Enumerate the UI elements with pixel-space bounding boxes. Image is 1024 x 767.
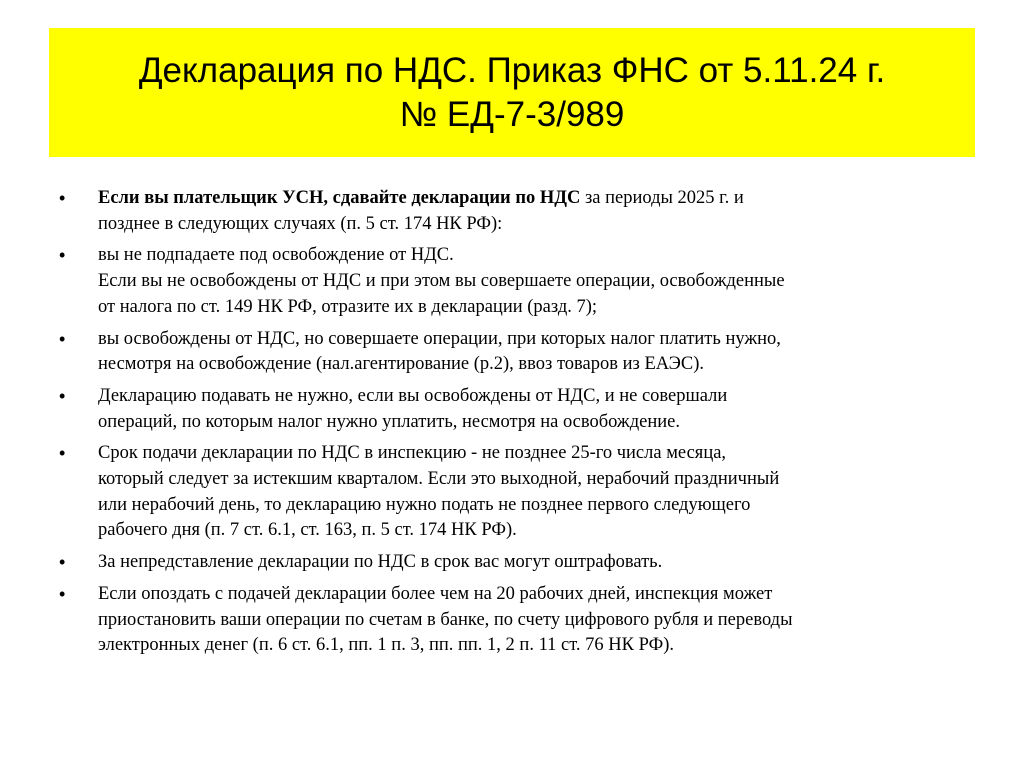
bullet-line: рабочего дня (п. 7 ст. 6.1, ст. 163, п. 5 ст. 174 НК РФ). xyxy=(98,520,517,541)
bullet-item-exempt-with-operations xyxy=(57,327,977,378)
bullet-line: несмотря на освобождение (нал.агентирование (р.2), ввоз товаров из ЕАЭС). xyxy=(98,354,704,375)
bullet-line-rest: за периоды 2025 г. и xyxy=(580,188,744,208)
bullet-line: электронных денег (п. 6 ст. 6.1, пп. 1 п. 3, пп. пп. 1, 2 п. 11 ст. 76 НК РФ). xyxy=(98,635,674,656)
bullet-item-no-exemption xyxy=(57,243,977,320)
page-title-line-2: № ЕД-7-3/989 xyxy=(399,94,625,134)
bullet-line: операций, по которым налог нужно уплатить, несмотря на освобождение. xyxy=(98,411,680,432)
bullet-line: За непредставление декларации по НДС в срок вас могут оштрафовать. xyxy=(98,552,663,573)
bullet-dot-icon: • xyxy=(59,328,66,349)
bullet-line: или нерабочий день, то декларацию нужно подать не позднее первого следующего xyxy=(98,494,751,515)
bullet-line: вы не подпадаете под освобождение от НДС. xyxy=(98,245,454,266)
bullet-item-no-declaration-needed xyxy=(57,384,977,435)
bullet-line: позднее в следующих случаях (п. 5 ст. 174 НК РФ): xyxy=(98,213,503,234)
bullet-line: Декларацию подавать не нужно, если вы освобождены от НДС, и не совершали xyxy=(98,385,728,406)
bullet-dot-icon: • xyxy=(59,443,66,464)
bullet-bold-lead: Если вы плательщик УСН, сдавайте декларации по НДС xyxy=(98,188,581,208)
bullet-item-deadline xyxy=(57,441,977,544)
bullet-dot-icon: • xyxy=(59,583,66,604)
bullet-dot-icon: • xyxy=(59,245,66,266)
bullet-list xyxy=(57,186,977,665)
bullet-line xyxy=(98,186,977,212)
bullet-line: приостановить ваши операции по счетам в банке, по счету цифрового рубля и переводы xyxy=(98,609,793,630)
bullet-line: Если вы не освобождены от НДС и при этом вы совершаете операции, освобожденные xyxy=(98,271,785,292)
bullet-line: который следует за истекшим кварталом. Если это выходной, нерабочий праздничный xyxy=(98,469,780,490)
title-banner xyxy=(49,28,975,157)
bullet-item-account-suspension xyxy=(57,582,977,659)
page-title-line-1: Декларация по НДС. Приказ ФНС от 5.11.24 г. xyxy=(138,50,886,90)
bullet-item-usn-payers xyxy=(57,186,977,237)
bullet-line: Срок подачи декларации по НДС в инспекцию - не позднее 25-го числа месяца, xyxy=(98,443,727,464)
bullet-dot-icon: • xyxy=(59,385,66,406)
bullet-line: от налога по ст. 149 НК РФ, отразите их в декларации (разд. 7); xyxy=(98,296,598,317)
bullet-line: Если опоздать с подачей декларации более чем на 20 рабочих дней, инспекция может xyxy=(98,583,773,604)
bullet-dot-icon: • xyxy=(59,188,66,208)
bullet-dot-icon: • xyxy=(59,552,66,573)
bullet-item-fine xyxy=(57,550,977,576)
bullet-line: вы освобождены от НДС, но совершаете операции, при которых налог платить нужно, xyxy=(98,328,781,349)
